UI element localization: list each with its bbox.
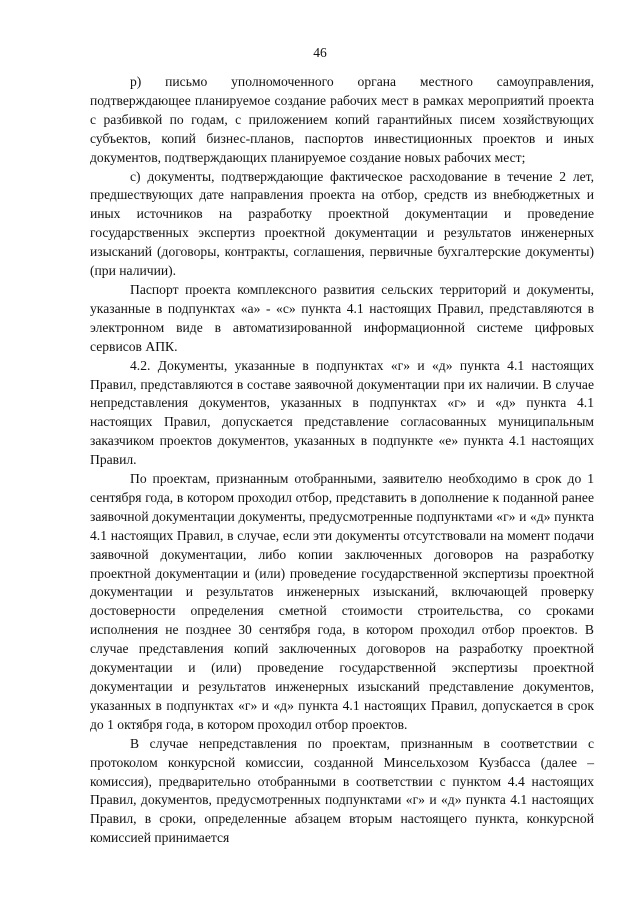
paragraph-item-s: с) документы, подтверждающие фактическое расходование в течение 2 лет, предшествующих дате направления проекта на отбор, средств из внебюджетных и иных источников на разработку проектной документации и проведение государственных экспертиз проектной документации и результатов инженерных изысканий (договоры, контракты, соглашения, первичные бухгалтерские документы) (при наличии). <box>90 168 594 279</box>
paragraph-project-passport: Паспорт проекта комплексного развития сельских территорий и документы, указанные в подпунктах «а» - «с» пункта 4.1 настоящих Правил, представляются в электронном виде в автоматизированной информационной системе цифровых сервисов АПК. <box>90 281 594 354</box>
paragraph-section-4-2: 4.2. Документы, указанные в подпунктах «г» и «д» пункта 4.1 настоящих Правил, представляются в составе заявочной документации при их наличии. В случае непредставления документов, указанных в подпунктах «г» и «д» пункта 4.1 настоящих Правил, допускается представление согласованных муниципальным заказчиком проектов документов, указанных в подпункте «е» пункта 4.1 настоящих Правил. <box>90 357 594 468</box>
paragraph-item-r: р) письмо уполномоченного органа местного самоуправления, подтверждающее планируемое создание рабочих мест в рамках мероприятий проекта с разбивкой по годам, с приложением копий гарантийных писем хозяйствующих субъектов, копий бизнес-планов, паспортов инвестиционных проектов и иных документов, подтверждающих планируемое создание новых рабочих мест; <box>90 74 594 165</box>
paragraph-selected-projects: По проектам, признанным отобранными, заявителю необходимо в срок до 1 сентября года, в котором проходил отбор, представить в дополнение к поданной ранее заявочной документации документы, предусмотренные подпунктами «г» и «д» пункта 4.1 настоящих Правил, в случае, если эти документы отсутствовали на момент подачи заявочной документации, либо копии заключенных договоров на разработку проектной документации и (или) проведение государственной экспертизы проектной документации и результатов инженерных изысканий, включающей проверку достоверности определения сметной стоимости строительства, со сроками исполнения не позднее 30 сентября года, в котором проходил отбор проектов. В случае представления копий заключенных договоров на разработку проектной документации и (или) проведение государственной экспертизы проектной документации и результатов инженерных изысканий представление документов, указанных в подпунктах «г» и «д» пункта 4.1 настоящих Правил, допускается в срок до 1 октября года, в котором проходил отбор проектов. <box>90 471 594 732</box>
paragraph-non-submission: В случае непредставления по проектам, признанным в соответствии с протоколом конкурсной комиссии, созданной Минсельхозом Кузбасса (далее – комиссия), предварительно отобранными в соответствии с пунктом 4.4 настоящих Правил, документов, предусмотренных подпунктами «г» и «д» пункта 4.1 настоящих Правил, в сроки, определенные абзацем вторым настоящего пункта, конкурсной комиссией принимается <box>90 735 594 846</box>
page-number: 46 <box>313 45 327 60</box>
document-body <box>90 73 594 848</box>
